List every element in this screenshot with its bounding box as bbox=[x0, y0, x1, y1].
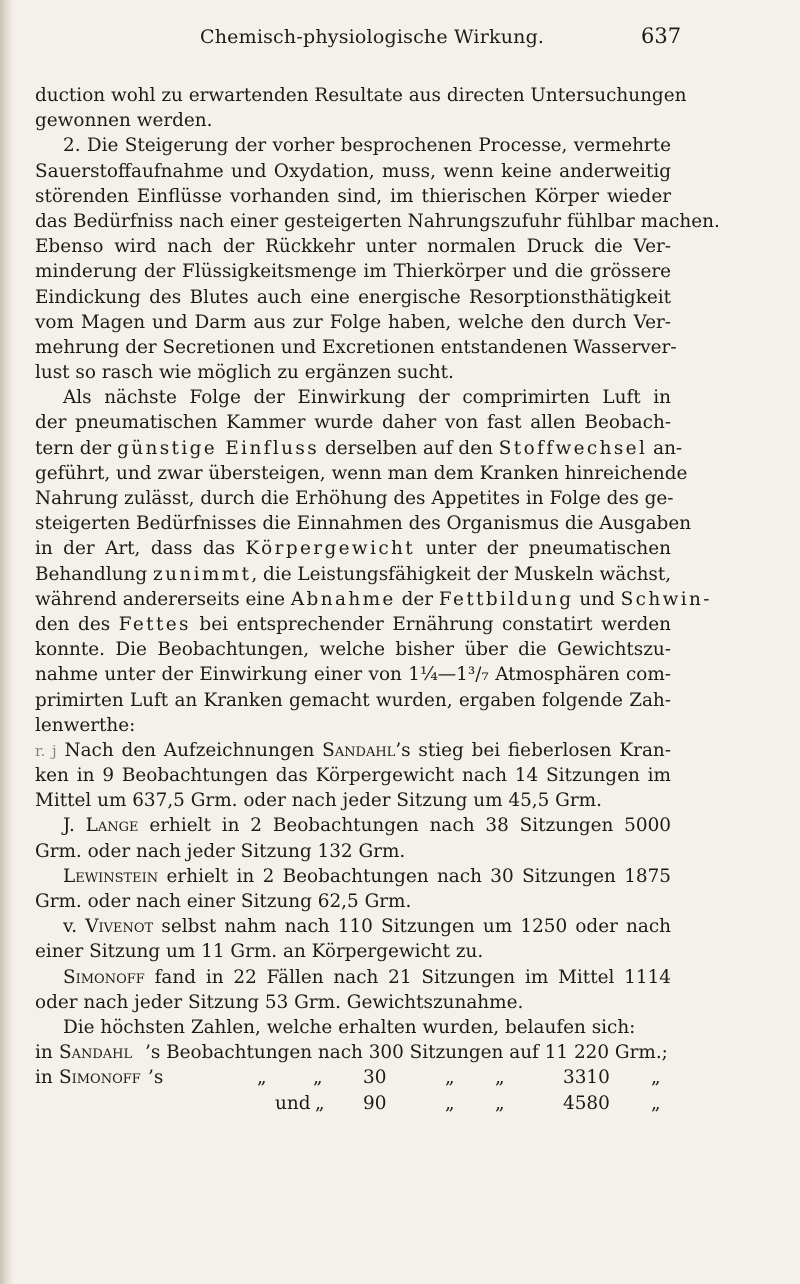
text-run: Nach den Aufzeichnungen bbox=[64, 739, 315, 761]
stray-mark: r. j bbox=[35, 741, 57, 760]
spaced-emphasis: Abnahme bbox=[290, 588, 396, 610]
spaced-emphasis: Stoffwechsel bbox=[498, 437, 648, 459]
ditto-mark: „ bbox=[257, 1067, 267, 1089]
ditto-mark: „ bbox=[315, 1092, 325, 1114]
table-cell: 90 bbox=[363, 1092, 387, 1114]
text-line bbox=[35, 738, 671, 763]
text-line: Eindickung des Blutes auch eine energische Resorptionsthätigkeit bbox=[35, 286, 671, 308]
author-name: Vivenot bbox=[85, 916, 154, 938]
text-run: Behandlung bbox=[35, 563, 148, 585]
text-run: den des bbox=[35, 613, 111, 635]
ditto-mark: „ bbox=[313, 1067, 323, 1089]
text-run: J. bbox=[63, 815, 75, 837]
table-cell: 30 bbox=[363, 1067, 387, 1089]
text-run: ’s stieg bei fieberlosen Kran- bbox=[395, 739, 671, 761]
text-run: unter der pneumatischen bbox=[425, 538, 671, 560]
spaced-emphasis: Fettes bbox=[118, 613, 191, 635]
text-line: vom Magen und Darm aus zur Folge haben, welche den durch Ver- bbox=[35, 311, 671, 333]
results-row bbox=[35, 1091, 671, 1116]
text-line: Grm. oder nach einer Sitzung 62,5 Grm. bbox=[35, 891, 412, 912]
table-cell: in bbox=[35, 1067, 53, 1089]
text-line: ken in 9 Beobachtungen das Körpergewicht nach 14 Sitzungen im bbox=[35, 765, 671, 787]
table-cell: ’s bbox=[148, 1067, 164, 1089]
ditto-mark: „ bbox=[445, 1092, 455, 1114]
author-name: Lange bbox=[85, 815, 139, 837]
text-line: Sauerstoffaufnahme und Oxydation, muss, wenn keine anderweitig bbox=[35, 160, 671, 182]
table-cell: und bbox=[275, 1092, 311, 1114]
text-line: lust so rasch wie möglich zu ergänzen sucht. bbox=[35, 362, 454, 384]
text-line bbox=[35, 612, 671, 637]
text-line: primirten Luft an Kranken gemacht wurden, ergaben folgende Zah- bbox=[35, 689, 671, 711]
text-run: und bbox=[579, 588, 615, 610]
text-run: , die Leistungsfähigkeit der Muskeln wächst, bbox=[251, 563, 672, 585]
text-line: konnte. Die Beobachtungen, welche bisher über die Gewichtszu- bbox=[35, 639, 671, 661]
text-line: störenden Einflüsse vorhanden sind, im thierischen Körper wieder bbox=[35, 185, 671, 207]
author-name: Sandahl bbox=[322, 739, 396, 761]
text-line: das Bedürfniss nach einer gesteigerten Nahrungszufuhr fühlbar machen. bbox=[35, 210, 720, 232]
text-line: Die höchsten Zahlen, welche erhalten wurden, belaufen sich: bbox=[63, 1016, 636, 1038]
text-run: v. bbox=[63, 916, 78, 938]
text-line: geführt, und zwar übersteigen, wenn man dem Kranken hinreichende bbox=[35, 462, 688, 484]
table-cell: in bbox=[35, 1042, 53, 1064]
text-run: erhielt in 2 Beobachtungen nach 30 Sitzungen 1875 bbox=[166, 865, 671, 887]
ditto-mark: „ bbox=[495, 1067, 505, 1089]
text-line: Als nächste Folge der Einwirkung der comprimirten Luft in bbox=[63, 387, 671, 409]
text-line: duction wohl zu erwartenden Resultate aus directen Untersuchungen bbox=[35, 85, 687, 106]
text-line: 2. Die Steigerung der vorher besprochenen Processe, vermehrte bbox=[63, 135, 671, 157]
spaced-emphasis: Fettbildung bbox=[438, 588, 574, 610]
text-line: lenwerthe: bbox=[35, 714, 136, 736]
text-line: Mittel um 637,5 Grm. oder nach jeder Sitzung um 45,5 Grm. bbox=[35, 790, 602, 812]
text-run: während andererseits eine bbox=[35, 588, 285, 610]
spaced-emphasis: Schwin- bbox=[620, 588, 712, 610]
text-line: nahme unter der Einwirkung einer von 1¼—1³/₇ Atmosphären com- bbox=[35, 664, 671, 686]
ditto-mark: „ bbox=[495, 1092, 505, 1114]
table-cell: 3310 bbox=[563, 1067, 610, 1089]
text-run: selbst nahm nach 110 Sitzungen um 1250 oder nach bbox=[161, 916, 671, 938]
text-line: gewonnen werden. bbox=[35, 110, 213, 132]
running-head: Chemisch-physiologische Wirkung. bbox=[200, 26, 545, 48]
text-line: steigerten Bedürfnisses die Einnahmen des Organismus die Ausgaben bbox=[35, 513, 692, 535]
ditto-mark: „ bbox=[651, 1092, 661, 1114]
author-name: Simonoff bbox=[63, 966, 145, 988]
ditto-mark: „ bbox=[445, 1067, 455, 1089]
results-row bbox=[35, 1040, 671, 1065]
text-line: der pneumatischen Kammer wurde daher von fast allen Beobach- bbox=[35, 412, 671, 434]
text-run: fand in 22 Fällen nach 21 Sitzungen im Mittel 1114 bbox=[154, 966, 671, 988]
results-row bbox=[35, 1065, 671, 1090]
text-line bbox=[35, 436, 683, 461]
table-cell: ’s Beobachtungen nach 300 Sitzungen auf 11 220 Grm.; bbox=[145, 1042, 668, 1064]
text-run: derselben auf den bbox=[324, 437, 493, 459]
text-run: in der Art, dass das bbox=[35, 538, 236, 560]
spaced-emphasis: günstige Einfluss bbox=[117, 437, 320, 459]
page-edge-shadow bbox=[0, 0, 14, 1284]
text-line: Ebenso wird nach der Rückkehr unter normalen Druck die Ver- bbox=[35, 236, 671, 258]
text-line bbox=[35, 587, 712, 612]
text-line: mehrung der Secretionen und Excretionen entstandenen Wasserver- bbox=[35, 336, 677, 358]
author-name: Simonoff bbox=[59, 1067, 141, 1089]
text-line bbox=[35, 562, 671, 587]
spaced-emphasis: Körpergewicht bbox=[245, 538, 416, 560]
text-run: an- bbox=[653, 437, 683, 459]
author-name: Lewinstein bbox=[63, 865, 159, 887]
text-line bbox=[35, 813, 671, 838]
ditto-mark: „ bbox=[651, 1067, 661, 1089]
text-line bbox=[35, 864, 671, 889]
text-run: tern der bbox=[35, 437, 112, 459]
text-run: der bbox=[401, 588, 434, 610]
text-line bbox=[35, 536, 671, 561]
text-line bbox=[35, 965, 671, 990]
body-text bbox=[35, 83, 720, 1116]
text-line: Grm. oder nach jeder Sitzung 132 Grm. bbox=[35, 840, 406, 862]
spaced-emphasis: zunimmt bbox=[153, 563, 252, 585]
text-line: oder nach jeder Sitzung 53 Grm. Gewichtszunahme. bbox=[35, 991, 524, 1013]
text-run: erhielt in 2 Beobachtungen nach 38 Sitzungen 5000 bbox=[149, 815, 671, 837]
table-cell: 4580 bbox=[563, 1092, 610, 1114]
author-name: Sandahl bbox=[59, 1042, 133, 1064]
text-line: Nahrung zulässt, durch die Erhöhung des Appetites in Folge des ge- bbox=[35, 488, 674, 509]
page-number: 637 bbox=[641, 24, 682, 48]
text-line bbox=[35, 914, 671, 939]
page-header bbox=[0, 12, 800, 48]
text-run: bei entsprechender Ernährung constatirt werden bbox=[199, 613, 671, 635]
text-line: einer Sitzung um 11 Grm. an Körpergewicht zu. bbox=[35, 941, 484, 963]
text-line: minderung der Flüssigkeitsmenge im Thierkörper und die grössere bbox=[35, 261, 671, 283]
